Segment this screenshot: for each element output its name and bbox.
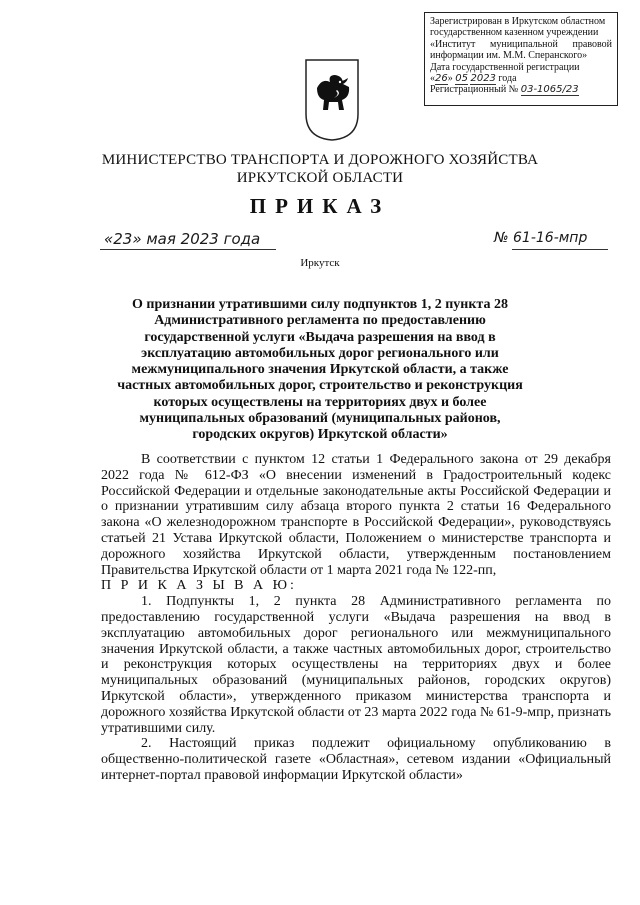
stamp-line-3: «Институт муниципальной правовой [430,38,612,50]
stamp-line-5: Дата государственной регистрации [430,61,580,73]
order-date: «23» мая 2023 года [104,230,261,248]
preamble-paragraph: В соответствии с пунктом 12 статьи 1 Федерального закона от 29 декабря 2022 года № 612-ФЗ «О внесении изменений в Градостроительный кодекс Российской Федерации и отдельные законодательные акты Российской Федерации и о признании утратившим силу абзаца второго пункта 2 статьи 16 Федерального закона «О железнодорожном транспорте в Российской Федерации», руководствуясь статьей 21 Устава Иркутской области, Положением о министерстве транспорта и дорожного хозяйства Иркутской области, утвержденным постановлением Правительства Иркутской области от 1 марта 2021 года № 122-пп, [101,452,611,578]
stamp-date-suffix: года [498,73,517,85]
stamp-number-label: Регистрационный № [430,84,519,96]
document-type-heading: ПРИКАЗ [249,194,391,218]
number-underline [512,249,608,250]
ministry-name-line-2: ИРКУТСКОЙ ОБЛАСТИ [236,170,404,186]
order-title: О признании утратившими силу подпунктов 1, 2 пункта 28 Административного регламента по предоставлению государственной услуги «Выдача разрешения на ввод в эксплуатацию автомобильных дорог регионального или межмуниципального значения Иркутской области, а также частных автомобильных дорог, строительство и реконструкция которых осуществлены на территориях двух и более муниципальных образований (муниципальных районов, городских округов) Иркутской области» [117,297,523,443]
stamp-date-open: « [430,73,435,85]
order-body [101,452,611,784]
item-1-paragraph: 1. Подпункты 1, 2 пункта 28 Административного регламента по предоставлению государственной услуги «Выдача разрешения на ввод в эксплуатацию автомобильных дорог регионального или межмуниципального значения Иркутской области, а также частных автомобильных дорог, строительство и реконструкция которых осуществлены на территориях двух и более муниципальных образований (муниципальных районов, городских округов) Иркутской области», утвержденного приказом министерства транспорта и дорожного хозяйства Иркутской области от 23 марта 2022 года № 61-9-мпр, признать утратившими силу. [101,594,611,736]
ministry-name-line-1: МИНИСТЕРСТВО ТРАНСПОРТА И ДОРОЖНОГО ХОЗЯЙСТВА [101,152,539,168]
stamp-date-year: 2023 [470,73,496,85]
stamp-date-mid: » [447,73,453,85]
item-2-paragraph: 2. Настоящий приказ подлежит официальному опубликованию в общественно-политической газете «Областная», сетевом издании «Официальный интернет-портал правовой информации Иркутской области» [101,736,611,783]
coat-of-arms-icon [304,58,360,142]
stamp-line-1: Зарегистрирован в Иркутском областном [430,16,606,27]
stamp-line-4: информации им. М.М. Сперанского» [430,50,588,62]
stamp-date-day: 26 [435,73,448,85]
date-underline [100,249,276,250]
stamp-date-month: 05 [455,73,468,85]
stamp-date-line [430,73,612,84]
registration-stamp [424,12,618,106]
city-label: Иркутск [300,257,340,269]
stamp-number-line [430,84,612,95]
command-word: П Р И К А З Ы В А Ю: [101,578,297,594]
stamp-number-value: 03-1065/23 [520,84,579,96]
order-number: № 61-16-мпр [494,230,588,246]
stamp-line-2: государственном казенном учреждении [430,27,599,39]
